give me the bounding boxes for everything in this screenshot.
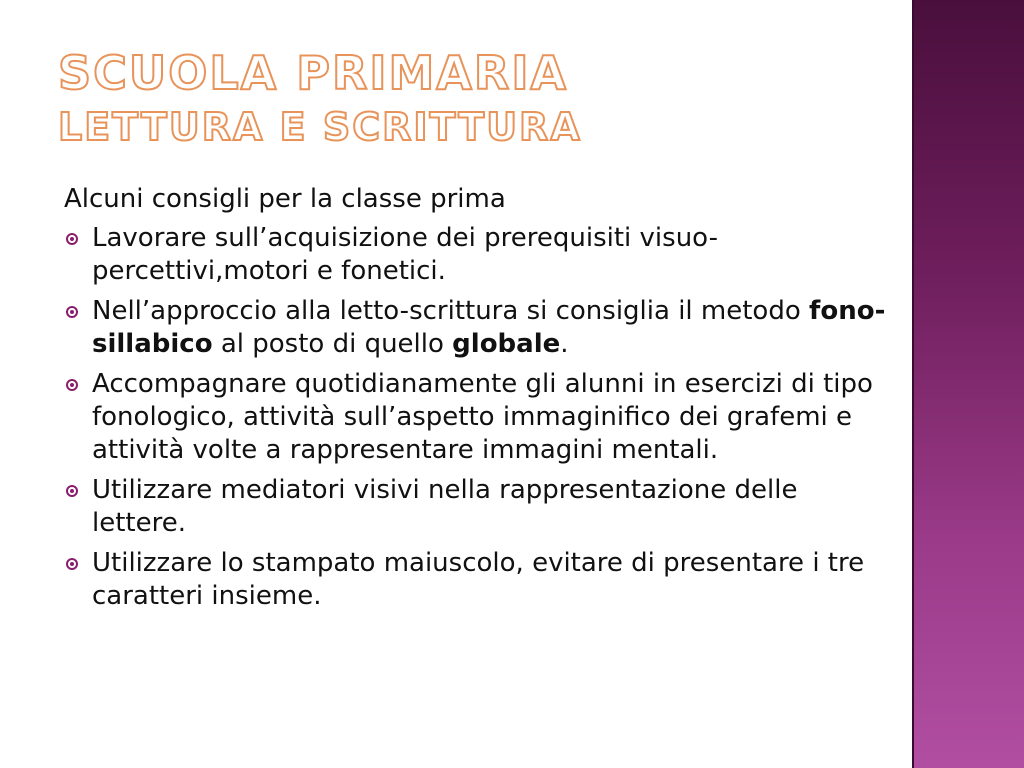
bullet-bold-term: globale <box>452 329 561 359</box>
list-item <box>64 474 894 540</box>
bullet-bold-term: fono-sillabico <box>92 296 886 359</box>
circled-dot-bullet-icon <box>66 379 78 391</box>
bullet-text: Utilizzare mediatori visivi nella rappresentazione delle lettere. <box>92 475 798 538</box>
bullet-list <box>64 222 894 613</box>
circled-dot-bullet-icon <box>66 485 78 497</box>
intro-text: Alcuni consigli per la classe prima <box>64 184 506 214</box>
circled-dot-bullet-icon <box>66 306 78 318</box>
slide-title: SCUOLA PRIMARIA <box>58 46 569 100</box>
circled-dot-bullet-icon <box>66 558 78 570</box>
circled-dot-bullet-icon <box>66 233 78 245</box>
bullet-text-part: . <box>560 329 569 359</box>
list-item <box>64 368 894 467</box>
slide-content <box>64 183 894 620</box>
list-item <box>64 222 894 288</box>
title-block <box>58 46 898 149</box>
bullet-text: Accompagnare quotidianamente gli alunni in esercizi di tipo fonologico, attività sull’aspetto immaginifico dei grafemi e attività volte a rappresentare immagini mentali. <box>92 369 873 465</box>
list-item <box>64 547 894 613</box>
decorative-side-band <box>912 0 1024 768</box>
list-item <box>64 295 894 361</box>
bullet-text-part: Nell’approccio alla letto-scrittura si consiglia il metodo <box>92 296 810 326</box>
bullet-text: Utilizzare lo stampato maiuscolo, evitare di presentare i tre caratteri insieme. <box>92 548 865 611</box>
slide-subtitle: LETTURA E SCRITTURA <box>58 105 582 149</box>
bullet-text: Lavorare sull’acquisizione dei prerequisiti visuo-percettivi,motori e fonetici. <box>92 223 718 286</box>
bullet-text-part: al posto di quello <box>212 329 453 359</box>
